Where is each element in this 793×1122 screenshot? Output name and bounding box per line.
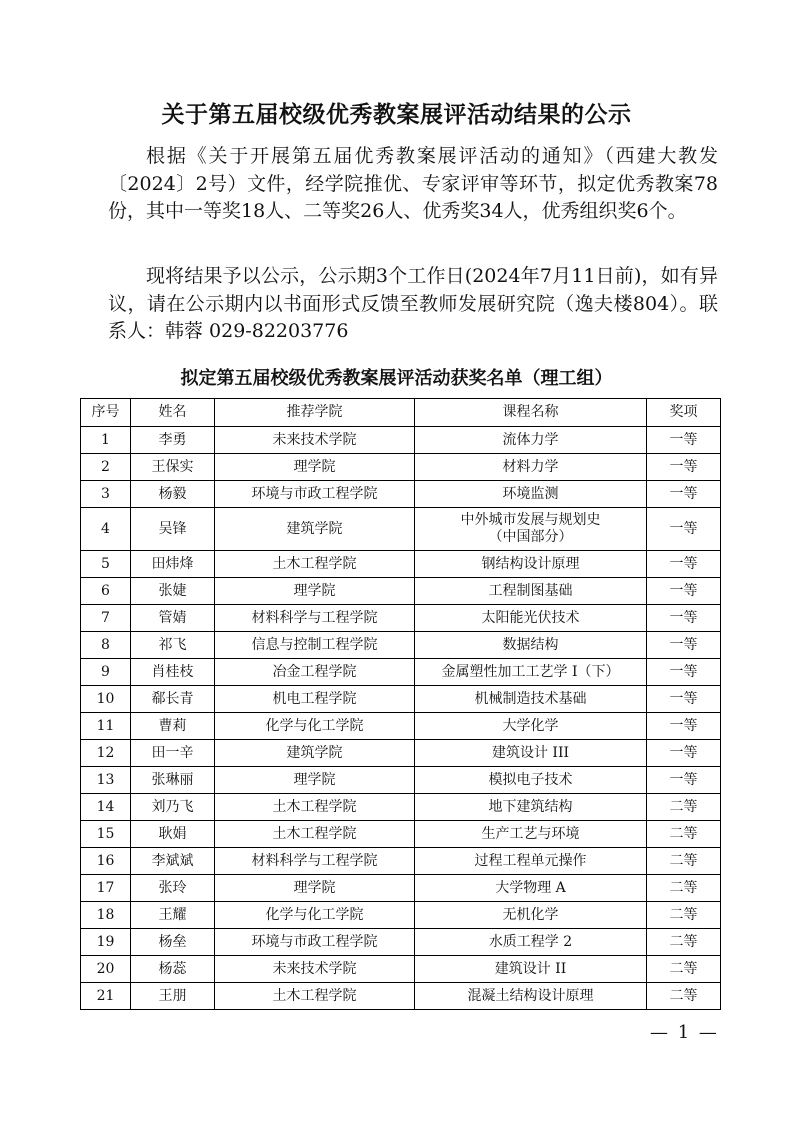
cell-index: 4 [81,508,131,551]
cell-college: 土木工程学院 [215,821,415,848]
cell-award: 一等 [647,632,721,659]
cell-award: 二等 [647,875,721,902]
cell-college: 土木工程学院 [215,794,415,821]
header-course: 课程名称 [415,399,647,427]
cell-course: 地下建筑结构 [415,794,647,821]
cell-name: 杨毅 [131,481,215,508]
cell-award: 二等 [647,956,721,983]
cell-course: 建筑设计 III [415,740,647,767]
cell-award: 一等 [647,659,721,686]
table-row [81,605,721,632]
cell-name: 祁飞 [131,632,215,659]
table-row [81,794,721,821]
cell-award: 二等 [647,848,721,875]
cell-course: 工程制图基础 [415,578,647,605]
cell-name: 田一辛 [131,740,215,767]
cell-course: 无机化学 [415,902,647,929]
cell-award: 二等 [647,983,721,1010]
cell-college: 理学院 [215,767,415,794]
cell-index: 3 [81,481,131,508]
cell-name: 张玲 [131,875,215,902]
cell-course: 模拟电子技术 [415,767,647,794]
cell-course: 建筑设计 II [415,956,647,983]
table-row [81,686,721,713]
cell-award: 一等 [647,481,721,508]
cell-index: 2 [81,454,131,481]
table-row [81,875,721,902]
table-row [81,740,721,767]
cell-index: 19 [81,929,131,956]
table-row [81,821,721,848]
cell-award: 一等 [647,740,721,767]
cell-course: 混凝土结构设计原理 [415,983,647,1010]
cell-college: 理学院 [215,578,415,605]
table-row [81,632,721,659]
cell-index: 12 [81,740,131,767]
cell-name: 田炜烽 [131,551,215,578]
cell-name: 李斌斌 [131,848,215,875]
cell-award: 一等 [647,686,721,713]
cell-college: 未来技术学院 [215,956,415,983]
cell-index: 15 [81,821,131,848]
cell-name: 张婕 [131,578,215,605]
cell-index: 16 [81,848,131,875]
cell-index: 18 [81,902,131,929]
cell-name: 刘乃飞 [131,794,215,821]
cell-index: 20 [81,956,131,983]
cell-course: 过程工程单元操作 [415,848,647,875]
table-header-row [81,399,721,427]
paragraph-intro: 根据《关于开展第五届优秀教案展评活动的通知》（西建大教发〔2024〕2号）文件，经学院推优、专家评审等环节，拟定优秀教案78份，其中一等奖18人、二等奖26人、优秀奖34人，优秀组织奖6个。 [108,145,718,222]
cell-name: 王保实 [131,454,215,481]
cell-award: 一等 [647,578,721,605]
cell-course: 机械制造技术基础 [415,686,647,713]
cell-college: 化学与化工学院 [215,713,415,740]
cell-college: 建筑学院 [215,740,415,767]
cell-index: 9 [81,659,131,686]
cell-college: 理学院 [215,875,415,902]
cell-course: 钢结构设计原理 [415,551,647,578]
cell-name: 王耀 [131,902,215,929]
cell-course: 材料力学 [415,454,647,481]
table-row [81,929,721,956]
cell-award: 一等 [647,454,721,481]
cell-index: 21 [81,983,131,1010]
table-row [81,848,721,875]
cell-award: 一等 [647,551,721,578]
cell-college: 土木工程学院 [215,551,415,578]
cell-index: 8 [81,632,131,659]
cell-college: 材料科学与工程学院 [215,848,415,875]
table-title: 拟定第五届校级优秀教案展评活动获奖名单（理工组） [180,368,613,389]
header-award: 奖项 [647,399,721,427]
cell-name: 肖桂枝 [131,659,215,686]
cell-award: 一等 [647,508,721,551]
cell-index: 17 [81,875,131,902]
cell-course: 环境监测 [415,481,647,508]
table-row [81,454,721,481]
cell-college: 环境与市政工程学院 [215,481,415,508]
cell-name: 杨蕊 [131,956,215,983]
header-index: 序号 [81,399,131,427]
page-number: — 1 — [650,1022,719,1043]
cell-index: 6 [81,578,131,605]
cell-index: 14 [81,794,131,821]
cell-course: 大学化学 [415,713,647,740]
cell-name: 曹莉 [131,713,215,740]
cell-course: 金属塑性加工工艺学 I（下） [415,659,647,686]
cell-course: 太阳能光伏技术 [415,605,647,632]
cell-course: 中外城市发展与规划史 （中国部分） [415,508,647,551]
cell-college: 机电工程学院 [215,686,415,713]
cell-course: 数据结构 [415,632,647,659]
cell-college: 理学院 [215,454,415,481]
cell-course: 大学物理 A [415,875,647,902]
award-table-body [81,427,721,1010]
cell-college: 材料科学与工程学院 [215,605,415,632]
cell-course: 生产工艺与环境 [415,821,647,848]
cell-index: 7 [81,605,131,632]
cell-name: 王朋 [131,983,215,1010]
cell-course: 水质工程学 2 [415,929,647,956]
cell-college: 土木工程学院 [215,983,415,1010]
cell-award: 一等 [647,605,721,632]
table-row [81,481,721,508]
cell-index: 5 [81,551,131,578]
paragraph-notice: 现将结果予以公示，公示期3个工作日(2024年7月11日前)，如有异议，请在公示期内以书面形式反馈至教师发展研究院（逸夫楼804）。联系人：韩蓉 029-82203776 [108,265,718,342]
cell-award: 一等 [647,713,721,740]
table-row [81,578,721,605]
header-college: 推荐学院 [215,399,415,427]
table-row [81,767,721,794]
table-row [81,508,721,551]
table-row [81,427,721,454]
table-row [81,713,721,740]
document-title: 关于第五届校级优秀教案展评活动结果的公示 [161,102,632,128]
cell-index: 1 [81,427,131,454]
cell-index: 11 [81,713,131,740]
cell-name: 吴锋 [131,508,215,551]
table-row [81,902,721,929]
table-row [81,659,721,686]
cell-award: 二等 [647,794,721,821]
cell-course: 流体力学 [415,427,647,454]
cell-award: 二等 [647,902,721,929]
cell-college: 冶金工程学院 [215,659,415,686]
award-table [80,398,721,1010]
cell-award: 二等 [647,821,721,848]
cell-award: 二等 [647,929,721,956]
header-name: 姓名 [131,399,215,427]
cell-award: 一等 [647,767,721,794]
cell-name: 管婧 [131,605,215,632]
cell-name: 耿娟 [131,821,215,848]
cell-index: 13 [81,767,131,794]
cell-award: 一等 [647,427,721,454]
cell-college: 环境与市政工程学院 [215,929,415,956]
cell-college: 建筑学院 [215,508,415,551]
table-row [81,983,721,1010]
cell-name: 李勇 [131,427,215,454]
cell-name: 郗长青 [131,686,215,713]
table-row [81,551,721,578]
cell-college: 未来技术学院 [215,427,415,454]
cell-name: 张琳丽 [131,767,215,794]
cell-college: 信息与控制工程学院 [215,632,415,659]
cell-name: 杨垒 [131,929,215,956]
cell-index: 10 [81,686,131,713]
table-row [81,956,721,983]
cell-college: 化学与化工学院 [215,902,415,929]
